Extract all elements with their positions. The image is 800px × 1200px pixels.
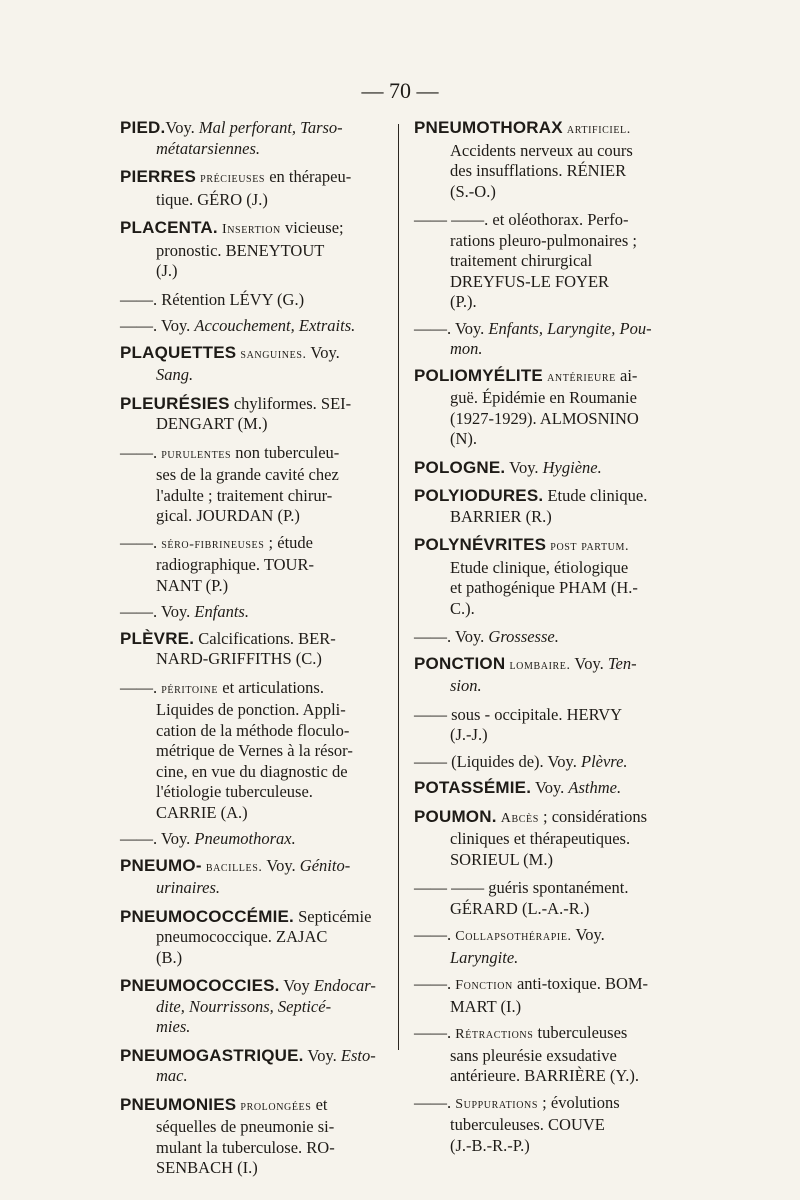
index-entry [120,907,390,969]
cross-reference: Grossesse. [488,627,559,646]
continuation-line: NARD-GRIFFITHS (C.) [156,649,322,668]
index-subentry [414,1023,684,1087]
cross-reference: Pneumothorax. [194,829,296,848]
repeat-dash: ——. [120,677,158,697]
entry-text: Voy. [262,855,300,875]
entry-qualifier: Abcès [500,810,539,826]
entry-text: Voy. [303,1045,341,1065]
continuation-line: Accidents nerveux au cours [450,140,633,160]
repeat-dash: —— [414,704,447,724]
entry-qualifier: sanguines. [240,346,307,362]
entry-qualifier: séro-fibrineuses [161,536,265,552]
index-subentry [120,602,390,623]
continuation-line: l'adulte ; traitement chirur- [156,485,333,505]
index-subentry [120,533,390,597]
entry-qualifier: précieuses [200,171,266,186]
entry-qualifier: bacilles. [205,859,263,875]
entry-heading: PLÈVRE. [120,628,195,648]
entry-heading: PONCTION [414,653,506,673]
index-subentry [414,210,684,313]
entry-qualifier: antérieure [547,369,616,385]
continuation-line: Etude clinique, étiologique [450,557,629,577]
index-entry [120,1046,390,1087]
continuation-line: DREYFUS-LE FOYER [450,271,610,291]
continuation-line: traitement chirurgical [450,251,593,270]
index-subentry [120,316,390,337]
entry-text: Voy. [451,627,489,646]
entry-qualifier: artificiel. [566,122,631,137]
index-entry [414,366,684,450]
index-subentry [414,752,684,773]
cross-reference: Ten- [607,653,637,673]
entry-text: guéris spontanément. [484,878,629,897]
entry-heading: POLYIODURES. [414,486,544,505]
continuation-line: (P.). [450,292,477,311]
repeat-dash: ——. [120,602,158,621]
entry-text: Voy. [157,316,195,335]
index-subentry [414,925,684,968]
cross-reference: Enfants. [194,602,249,621]
entry-qualifier: lombaire. [509,657,571,673]
cross-reference: métatarsiennes. [156,138,261,158]
cross-reference: Asthme. [568,778,622,797]
index-entry [120,343,390,386]
repeat-dash: ——. [414,318,452,338]
index-entry [414,486,684,527]
entry-heading: PLEURÉSIES [120,393,230,413]
entry-heading: POLIOMYÉLITE [414,365,543,385]
entry-heading: PLACENTA. [120,218,218,237]
page-number: — 70 — [361,78,439,103]
cross-reference: Mal perforant, Tarso- [198,118,343,137]
cross-reference: Hygiène. [542,457,602,477]
repeat-dash: ——. [120,289,158,309]
entry-heading: POLOGNE. [414,457,506,477]
right-column [414,118,684,1162]
index-entry [120,394,390,435]
continuation-line: mulant la tuberculose. RO- [156,1137,335,1157]
entry-text: ; évolutions [538,1092,620,1112]
entry-qualifier: Rétractions [455,1027,534,1042]
index-entry [414,458,684,479]
repeat-dash: ——. [414,1023,452,1042]
index-subentry [414,878,684,919]
repeat-dash: ——. [120,316,158,335]
entry-text: anti-toxique. BOM- [512,974,649,993]
continuation-line: antérieure. BARRIÈRE (Y.). [450,1066,639,1085]
index-entry [414,118,684,202]
continuation-line: pneumococcique. ZAJAC [156,927,328,946]
continuation-line: MART (I.) [450,996,522,1016]
entry-text: non tuberculeu- [231,442,340,462]
index-entry [120,118,390,159]
entry-text: sous - occipitale. HERVY [447,704,623,724]
entry-text: chyliformes. SEI- [229,393,352,413]
continuation-line: (J.-B.-R.-P.) [450,1135,530,1155]
repeat-dash: ——. [120,532,158,552]
repeat-dash: —— ——. [414,210,489,229]
index-entry [414,535,684,619]
continuation-line: tique. GÉRO (J.) [156,189,268,209]
entry-text: et [311,1094,328,1114]
entry-heading: POLYNÉVRITES [414,535,547,554]
continuation-line: rations pleuro-pulmonaires ; [450,230,637,250]
index-subentry [120,290,390,311]
continuation-line: Liquides de ponction. Appli- [156,700,346,719]
entry-heading: POTASSÉMIE. [414,778,532,797]
continuation-line: (J.-J.) [450,725,488,744]
repeat-dash: ——. [414,974,452,993]
entry-text: Voy. [157,602,195,621]
cross-reference: Génito- [299,855,351,875]
continuation-line: ses de la grande cavité chez [156,465,339,484]
entry-text: Voy. [571,925,605,944]
cross-reference: sion. [450,676,482,695]
entry-text: Voy. [451,318,489,338]
index-entry [120,629,390,670]
continuation-line: SENBACH (I.) [156,1158,258,1177]
entry-heading: PNEUMO- [120,855,202,875]
continuation-line: C.). [450,598,475,618]
continuation-line: SORIEUL (M.) [450,849,553,869]
continuation-line: sans pleurésie exsudative [450,1045,617,1065]
index-entry [120,976,390,1038]
entry-text: Voy. [570,653,608,673]
entry-qualifier: Suppurations [455,1096,539,1112]
cross-reference: Sang. [156,365,194,384]
entry-text: Voy. [165,118,199,137]
entry-heading: PNEUMOTHORAX [414,118,563,137]
entry-text: ai- [615,365,638,385]
entry-qualifier: Collapsothérapie. [455,929,572,944]
cross-reference: Laryngite. [450,947,519,967]
continuation-line: (N). [450,429,478,448]
continuation-line: radiographique. TOUR- [156,555,314,574]
index-entry [414,778,684,799]
entry-text: Septicémie [293,906,372,926]
entry-text: Voy [279,976,314,995]
entry-text: Voy. [306,342,340,362]
continuation-line: des insufflations. RÉNIER [450,161,627,180]
repeat-dash: ——. [414,1092,452,1112]
repeat-dash: ——. [120,442,158,462]
cross-reference: Esto- [340,1045,376,1065]
index-subentry [414,705,684,746]
entry-heading: PNEUMOCOCCIES. [120,976,280,995]
continuation-line: (B.) [156,947,183,967]
index-subentry [120,443,390,527]
continuation-line: NANT (P.) [156,575,229,595]
entry-qualifier: prolongées [240,1098,312,1114]
continuation-line: pronostic. BENEYTOUT [156,240,325,260]
continuation-line: (1927-1929). ALMOSNINO [450,408,639,428]
index-entry [414,807,684,871]
continuation-line: et pathogénique PHAM (H.- [450,578,638,597]
entry-text: en thérapeu- [265,167,352,186]
entry-heading: PNEUMOGASTRIQUE. [120,1045,304,1065]
entry-qualifier: Insertion [221,222,281,237]
entry-heading: PNEUMONIES [120,1094,237,1114]
continuation-line: DENGART (M.) [156,414,268,433]
entry-text: (Liquides de). Voy. [447,751,581,771]
entry-text: Etude clinique. [543,486,648,505]
continuation-line: cine, en vue du diagnostic de [156,761,348,781]
cross-reference: urinaires. [156,878,221,897]
entry-qualifier: Fonction [455,978,513,993]
entry-text: et articulations. [218,677,324,697]
entry-text: Rétention LÉVY (G.) [157,289,305,309]
repeat-dash: —— —— [414,878,485,897]
continuation-line: BARRIER (R.) [450,506,552,526]
continuation-line: (J.) [156,261,178,280]
entry-text: Voy. [157,829,195,848]
continuation-line: CARRIE (A.) [156,802,248,822]
continuation-line: (S.-O.) [450,181,496,201]
cross-reference: Endocar- [313,976,376,995]
index-subentry [414,627,684,648]
index-entry [120,167,390,210]
continuation-line: gical. JOURDAN (P.) [156,506,300,525]
index-entry [120,1095,390,1179]
cross-reference: Accouchement, Extraits. [194,316,356,335]
entry-text: et oléothorax. Perfo- [488,210,629,229]
continuation-line: l'étiologie tuberculeuse. [156,782,313,801]
repeat-dash: ——. [120,829,158,848]
continuation-line: séquelles de pneumonie si- [156,1117,335,1136]
index-subentry [120,678,390,824]
continuation-line: métrique de Vernes à la résor- [156,741,353,760]
column-divider [398,124,399,1050]
index-subentry [120,829,390,850]
left-column [120,118,390,1187]
continuation-line: GÉRARD (L.-A.-R.) [450,898,590,918]
continuation-line: cation de la méthode floculo- [156,720,350,740]
continuation-line: guë. Épidémie en Roumanie [450,388,637,407]
entry-text: tuberculeuses [533,1023,628,1042]
entry-heading: POUMON. [414,806,497,826]
entry-qualifier: purulentes [161,446,232,462]
index-entry [414,654,684,697]
continuation-line: tuberculeuses. COUVE [450,1115,605,1134]
repeat-dash: —— [414,751,447,771]
entry-text: ; étude [264,532,313,552]
cross-reference: dite, Nourrissons, Septicé- [156,996,332,1016]
cross-reference: Enfants, Laryngite, Pou- [488,318,652,338]
entry-text: Voy. [505,457,543,477]
continuation-line: cliniques et thérapeutiques. [450,829,631,848]
entry-heading: PIERRES [120,167,197,186]
index-subentry [414,1093,684,1157]
cross-reference: mac. [156,1066,188,1085]
index-entry [120,856,390,899]
repeat-dash: ——. [414,627,452,646]
index-subentry [414,974,684,1017]
entry-text: Voy. [531,778,569,797]
entry-text: vicieuse; [280,218,344,237]
entry-heading: PNEUMOCOCCÉMIE. [120,906,294,926]
index-subentry [414,319,684,360]
entry-heading: PIED. [120,118,166,137]
cross-reference: Plèvre. [580,751,628,771]
entry-qualifier: péritoine [161,681,219,697]
entry-qualifier: post partum. [550,539,630,554]
entry-text: Calcifications. BER- [194,628,336,648]
index-entry [120,218,390,282]
cross-reference: mon. [450,339,483,358]
repeat-dash: ——. [414,925,452,944]
cross-reference: mies. [156,1017,191,1036]
entry-heading: PLAQUETTES [120,342,237,362]
entry-text: ; considérations [538,806,648,826]
